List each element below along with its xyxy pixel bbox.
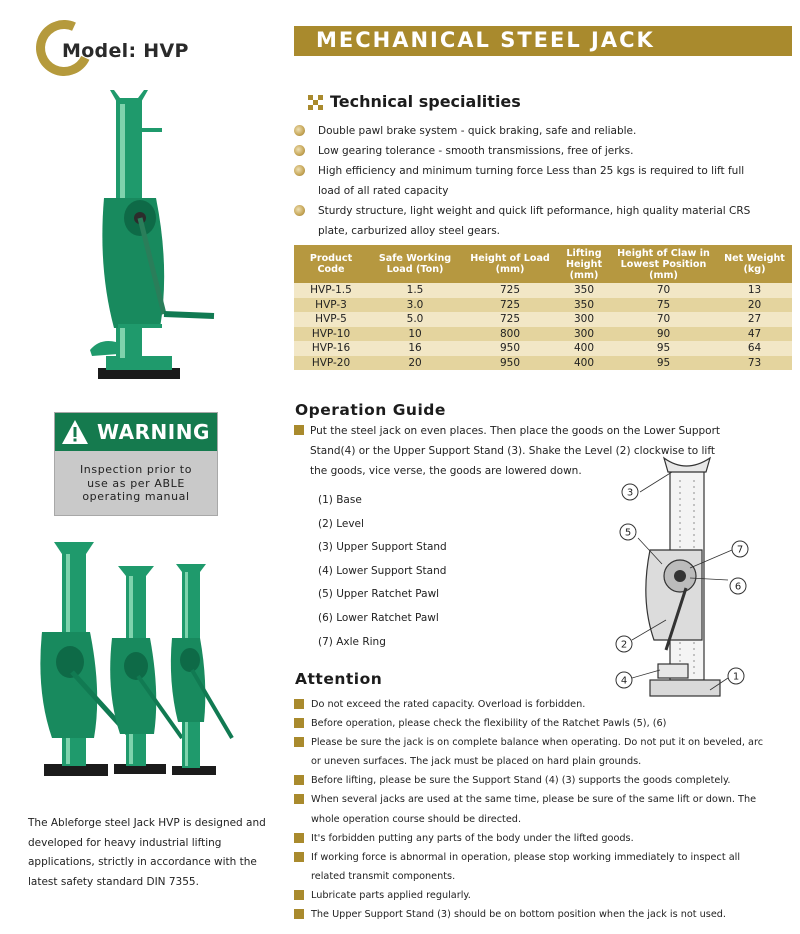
column-header: Product Code [294,245,368,283]
bullet-icon [294,125,305,136]
attention-item: Do not exceed the rated capacity. Overload is forbidden. [294,695,764,714]
parts-list [318,490,447,655]
speciality-item: Sturdy structure, light weight and quick lift peformance, high quality material CRS plate, carburized alloy steel gears. [294,201,764,241]
attention-item: Before operation, please check the flexibility of the Ratchet Pawls (5), (6) [294,714,764,733]
bullet-icon [294,205,305,216]
attention-item: If working force is abnormal in operation, please stop working immediately to inspect all related transmit components. [294,848,764,886]
square-bullet-icon [294,737,304,747]
jack-product-image [84,88,224,384]
column-header: Lifting Height (mm) [558,245,610,283]
warning-label: WARNING [97,420,210,444]
model-logo [36,18,196,82]
part-item: (2) Level [318,517,364,530]
part-item: (3) Upper Support Stand [318,541,447,554]
callout-label: 4 [620,675,628,687]
column-header: Safe Working Load (Ton) [368,245,462,283]
callout-label: 3 [626,487,634,499]
table-row: HVP-5 5.0 725 300 70 27 [294,312,792,327]
warning-message: Inspection prior to use as per ABLE operating manual [79,463,193,503]
jack-family-image [32,542,238,782]
callout-label: 1 [732,671,740,683]
part-item: (6) Lower Ratchet Pawl [318,611,439,624]
square-bullet-icon [294,718,304,728]
attention-item: It's forbidden putting any parts of the body under the lifted goods. [294,829,764,848]
table-row: HVP-1.5 1.5 725 350 70 13 [294,283,792,298]
callout-label: 6 [734,581,742,593]
speciality-item: High efficiency and minimum turning force Less than 25 kgs is required to lift full load of all rated capacity [294,161,764,201]
column-header: Net Weight (kg) [717,245,792,283]
table-row: HVP-10 10 800 300 90 47 [294,327,792,342]
square-bullet-icon [294,425,304,435]
part-item: (1) Base [318,494,362,506]
warning-header [55,413,217,451]
attention-heading: Attention [295,670,383,688]
table-row: HVP-16 16 950 400 95 64 [294,341,792,356]
part-item: (4) Lower Support Stand [318,564,447,577]
attention-item: When several jacks are used at the same time, please be sure of the same lift or down. The whole operation course should be directed. [294,790,764,828]
speciality-item: Low gearing tolerance - smooth transmissions, free of jerks. [294,141,764,161]
callout-label: 5 [624,527,632,539]
table-header-row [294,245,792,283]
part-item: (7) Axle Ring [318,635,386,648]
model-label: Model: HVP [62,40,189,62]
callout-label: 2 [620,639,628,651]
product-description: The Ableforge steel Jack HVP is designed and developed for heavy industrial lifting applications, strictly in accordance with the latest safety standard DIN 7355. [28,817,266,888]
table-row: HVP-20 20 950 400 95 73 [294,356,792,371]
title-banner [294,26,792,56]
operation-text: Put the steel jack on even places. Then place the goods on the Lower Support Stand(4) or the Upper Support Stand (3). Shake the Level (2) clockwise to lift the goods, vice verse, the goods are lowered down. [310,425,721,477]
warning-box [54,412,218,516]
attention-item: Before lifting, please be sure the Support Stand (4) (3) supports the goods completely. [294,771,764,790]
spec-table [294,245,792,370]
square-bullet-icon [294,833,304,843]
attention-item: Please be sure the jack is on complete balance when operating. Do not put it on beveled, arc or uneven surfaces. The jack must be placed on hard plain grounds. [294,733,764,771]
square-bullet-icon [294,852,304,862]
table-row: HVP-3 3.0 725 350 75 20 [294,298,792,313]
bullet-icon [294,145,305,156]
specialities-list [294,121,764,241]
square-bullet-icon [294,699,304,709]
attention-list [294,695,764,924]
checker-icon [308,95,324,111]
column-header: Height of Claw in Lowest Position (mm) [610,245,717,283]
square-bullet-icon [294,890,304,900]
part-item: (5) Upper Ratchet Pawl [318,588,440,601]
specialities-heading-text: Technical specialities [330,92,521,111]
warning-triangle-icon [61,419,89,445]
column-header: Height of Load (mm) [462,245,558,283]
attention-item: The Upper Support Stand (3) should be on bottom position when the jack is not used. [294,905,764,924]
bullet-icon [294,165,305,176]
square-bullet-icon [294,794,304,804]
callout-label: 7 [736,544,744,556]
page-title: MECHANICAL STEEL JACK [316,28,655,52]
operation-heading: Operation Guide [295,401,446,419]
square-bullet-icon [294,775,304,785]
square-bullet-icon [294,909,304,919]
speciality-item: Double pawl brake system - quick braking, safe and reliable. [294,121,764,141]
jack-parts-diagram [610,440,770,710]
attention-item: Lubricate parts applied regularly. [294,886,764,905]
